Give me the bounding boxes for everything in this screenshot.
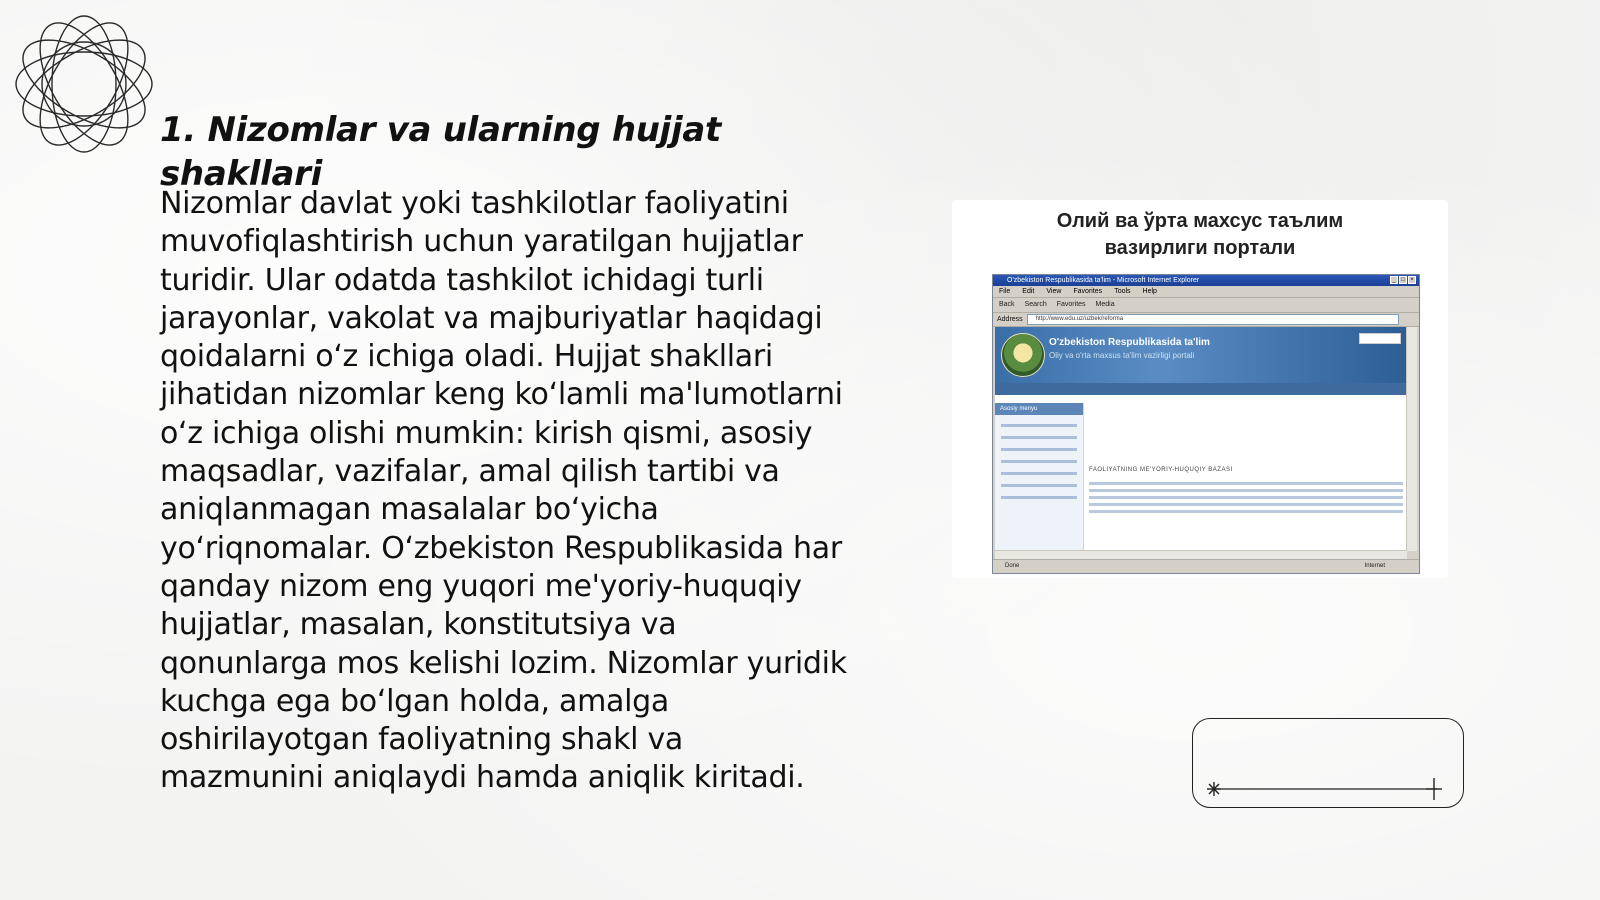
sidebar-line [1001,424,1077,427]
sidebar-line [1001,472,1077,475]
status-zone: Internet [1364,563,1385,569]
crosshair-icon [1426,778,1442,800]
sparkle-icon [1207,782,1221,796]
site-banner [995,327,1407,383]
sidebar-line [1001,496,1077,499]
toolbar-back: Back [999,301,1015,308]
emblem-icon [1001,333,1045,377]
browser-addressbar [993,313,1419,327]
sidebar-heading: Asosiy menyu [995,403,1083,415]
figure-caption [952,208,1448,262]
maximize-icon: □ [1399,276,1407,284]
menu-help: Help [1142,288,1157,295]
site-subtitle: Oliy va o'rta maxsus ta'lim vazirligi portali [1049,351,1195,360]
figure-card [952,200,1448,578]
slide-title: 1. Nizomlar va ularning hujjat shakllari [160,110,721,194]
menu-file: File [999,288,1011,295]
toolbar-media: Media [1095,301,1115,308]
menu-tools: Tools [1114,288,1131,295]
sidebar-line [1001,460,1077,463]
toolbar-favorites: Favorites [1056,301,1086,308]
browser-window-title: O'zbekiston Respublikasida ta'lim - Microsoft Internet Explorer [1007,277,1200,284]
status-text: Done [1005,563,1020,569]
decorative-line [1193,719,1465,809]
browser-menubar [993,286,1419,298]
content-line [1089,503,1403,506]
site-sidebar [995,403,1084,551]
decorative-frame [1192,718,1464,808]
close-icon: × [1408,276,1416,284]
address-label: Address [997,316,1023,323]
ornament-icon [8,8,160,160]
browser-statusbar [993,559,1419,573]
content-line [1089,489,1403,492]
sidebar-line [1001,436,1077,439]
content-heading: FAOLIYATNING ME'YORIY-HUQUQIY BAZASI [1089,467,1233,473]
content-line [1089,496,1403,499]
content-line [1089,510,1403,513]
menu-edit: Edit [1022,288,1035,295]
minimize-icon: _ [1390,276,1398,284]
figure-caption-line1: Олий ва ўрта махсус таълим [1056,210,1344,232]
vertical-scrollbar [1406,327,1417,551]
browser-viewport [995,327,1407,551]
sidebar-line [1001,484,1077,487]
window-controls [1390,276,1416,284]
content-line [1089,482,1403,485]
horizontal-scrollbar [995,550,1407,559]
browser-titlebar [993,275,1419,286]
sidebar-line [1001,448,1077,451]
menu-favorites: Favorites [1073,288,1103,295]
site-content [1089,467,1403,517]
toolbar-search: Search [1024,301,1047,308]
slide-body-text: Nizomlar davlat yoki tashkilotlar faoliyatini muvofiqlashtirish uchun yaratilgan hujjatlar turidir. Ular odatda tashkilot ichidagi turli jarayonlar, vakolat va majburiyatlar haqidagi qoidalarni o‘z ichiga oladi. Hujjat shakllari jihatidan nizomlar keng ko‘lamli ma'lumotlarni o‘z ichiga olishi mumkin: kirish qismi, asosiy maqsadlar, vazifalar, amal qilish tartibi va aniqlanmagan masalalar bo‘yicha yo‘riqnomalar. O‘zbekiston Respublikasida har qanday nizom eng yuqori me'yoriy-huquqiy hujjatlar, masalan, konstitutsiya va qonunlarga mos kelishi lozim. Nizomlar yuridik kuchga ega bo‘lgan holda, amalga oshirilayotgan faoliyatning shakl va mazmunini aniqlaydi hamda aniqlik kiritadi. [160,186,847,796]
address-field: http://www.edu.uz/uzbek/reforma [1027,314,1399,325]
figure-caption-line2: вазирлиги портали [1104,237,1296,259]
browser-screenshot [992,274,1420,574]
browser-toolbar [993,298,1419,313]
site-search-field [1359,333,1401,344]
site-title: O'zbekiston Respublikasida ta'lim [1049,337,1210,348]
menu-view: View [1046,288,1062,295]
site-nav-strip [995,383,1407,395]
